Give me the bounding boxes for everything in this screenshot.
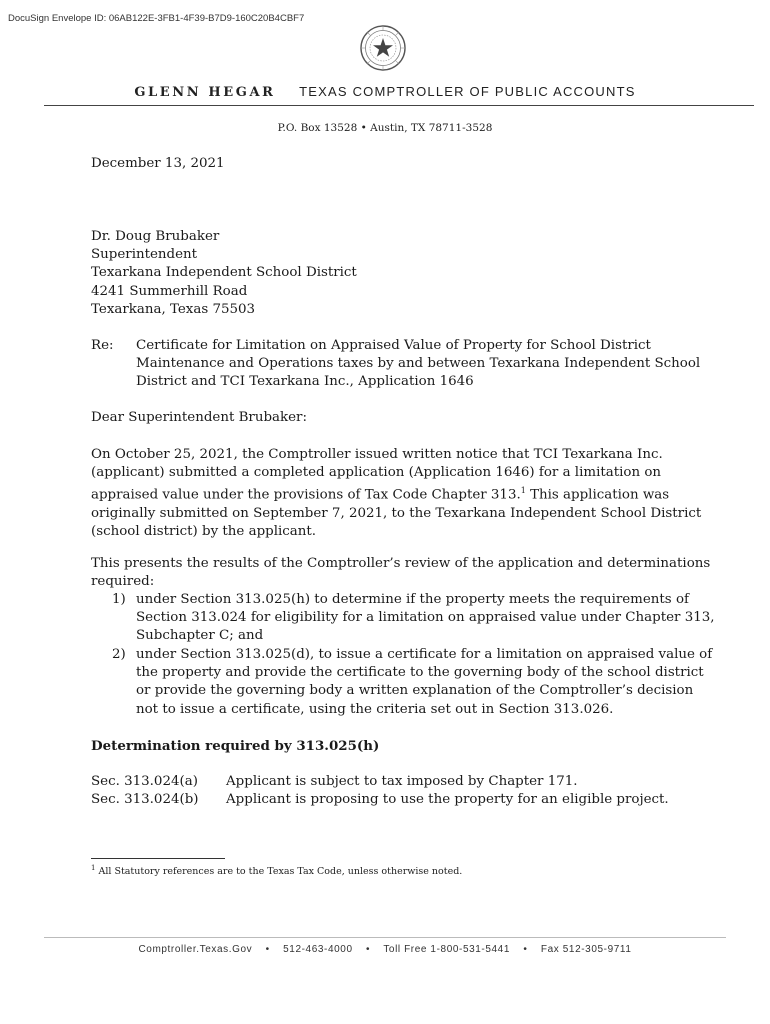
list-item-line: or provide the governing body a written explanation of the Comptroller’s decision xyxy=(136,683,694,699)
footer-separator: • xyxy=(265,944,270,955)
letterhead xyxy=(0,84,770,100)
footer-divider xyxy=(44,937,726,938)
letter-date: December 13, 2021 xyxy=(91,156,225,171)
paragraph-line: This presents the results of the Comptroller’s review of the application and determinations xyxy=(91,556,711,571)
paragraph-line: (applicant) submitted a completed application (Application 1646) for a limitation on xyxy=(91,465,662,481)
list-item-line: under Section 313.025(h) to determine if the property meets the requirements of xyxy=(136,592,689,607)
letterhead-address: P.O. Box 13528 • Austin, TX 78711-3528 xyxy=(277,122,493,134)
re-subject-line: Certificate for Limitation on Appraised Value of Property for School District xyxy=(136,338,651,353)
re-subject xyxy=(136,337,700,392)
recipient-block xyxy=(91,228,357,319)
footer-tollfree: Toll Free 1-800-531-5441 xyxy=(383,944,511,955)
recipient-line: Superintendent xyxy=(91,247,198,263)
list-item-line: Subchapter C; and xyxy=(136,628,264,644)
footnote xyxy=(91,864,462,877)
paragraph-line xyxy=(91,482,701,505)
footnote-reference: 1 xyxy=(520,486,526,496)
office-title: TEXAS COMPTROLLER OF PUBLIC ACCOUNTS xyxy=(299,84,636,99)
footnote-marker: 1 xyxy=(91,864,96,872)
footer-fax: Fax 512-305-9711 xyxy=(540,944,632,955)
page-footer xyxy=(0,944,770,955)
re-subject-line: Maintenance and Operations taxes by and between Texarkana Independent School xyxy=(136,356,701,372)
recipient-line: 4241 Summerhill Road xyxy=(91,283,248,299)
paragraph-notice xyxy=(91,446,701,541)
determination-section: Sec. 313.024(a) xyxy=(91,774,198,789)
determination-text: Applicant is proposing to use the property for an eligible project. xyxy=(226,792,669,807)
footer-website: Comptroller.Texas.Gov xyxy=(138,944,253,955)
paragraph-line: required: xyxy=(91,574,155,590)
determination-text: Applicant is subject to tax imposed by Chapter 171. xyxy=(226,774,578,789)
list-item-line: under Section 313.025(d), to issue a certificate for a limitation on appraised value of xyxy=(136,647,713,662)
list-item xyxy=(136,646,712,719)
docusign-envelope-id: DocuSign Envelope ID: 06AB122E-3FB1-4F39-B7D9-160C20B4CBF7 xyxy=(8,13,305,24)
list-item-line: not to issue a certificate, using the criteria set out in Section 313.026. xyxy=(136,701,614,717)
paragraph-line: On October 25, 2021, the Comptroller issued written notice that TCI Texarkana Inc. xyxy=(91,447,663,462)
footer-phone: 512-463-4000 xyxy=(283,944,353,955)
list-item-line: the property and provide the certificate to the governing body of the school district xyxy=(136,665,704,681)
recipient-line: Texarkana, Texas 75503 xyxy=(91,301,256,317)
letterhead-divider xyxy=(44,105,754,106)
determination-section: Sec. 313.024(b) xyxy=(91,792,199,807)
list-item-line: Section 313.024 for eligibility for a limitation on appraised value under Chapter 313, xyxy=(136,610,715,626)
paragraph-text: appraised value under the provisions of Tax Code Chapter 313. xyxy=(91,487,521,503)
footer-separator: • xyxy=(366,944,371,955)
texas-seal-icon xyxy=(359,24,407,72)
paragraph-text: This application was xyxy=(530,487,670,503)
list-number: 2) xyxy=(112,647,126,662)
re-label: Re: xyxy=(91,338,114,353)
re-subject-line: District and TCI Texarkana Inc., Application 1646 xyxy=(136,374,474,390)
recipient-line: Texarkana Independent School District xyxy=(91,265,357,281)
footnote-text: All Statutory references are to the Texas Tax Code, unless otherwise noted. xyxy=(95,866,463,878)
footnote-divider xyxy=(91,858,225,859)
paragraph-line: originally submitted on September 7, 2021, to the Texarkana Independent School District xyxy=(91,506,702,522)
paragraph-line: (school district) by the applicant. xyxy=(91,524,317,540)
paragraph-review xyxy=(91,555,710,591)
recipient-line: Dr. Doug Brubaker xyxy=(91,229,220,244)
comptroller-name: GLENN HEGAR xyxy=(134,85,276,100)
list-item xyxy=(136,591,715,646)
list-number: 1) xyxy=(112,592,126,607)
salutation: Dear Superintendent Brubaker: xyxy=(91,410,307,425)
footer-separator: • xyxy=(523,944,528,955)
section-heading: Determination required by 313.025(h) xyxy=(91,738,380,754)
